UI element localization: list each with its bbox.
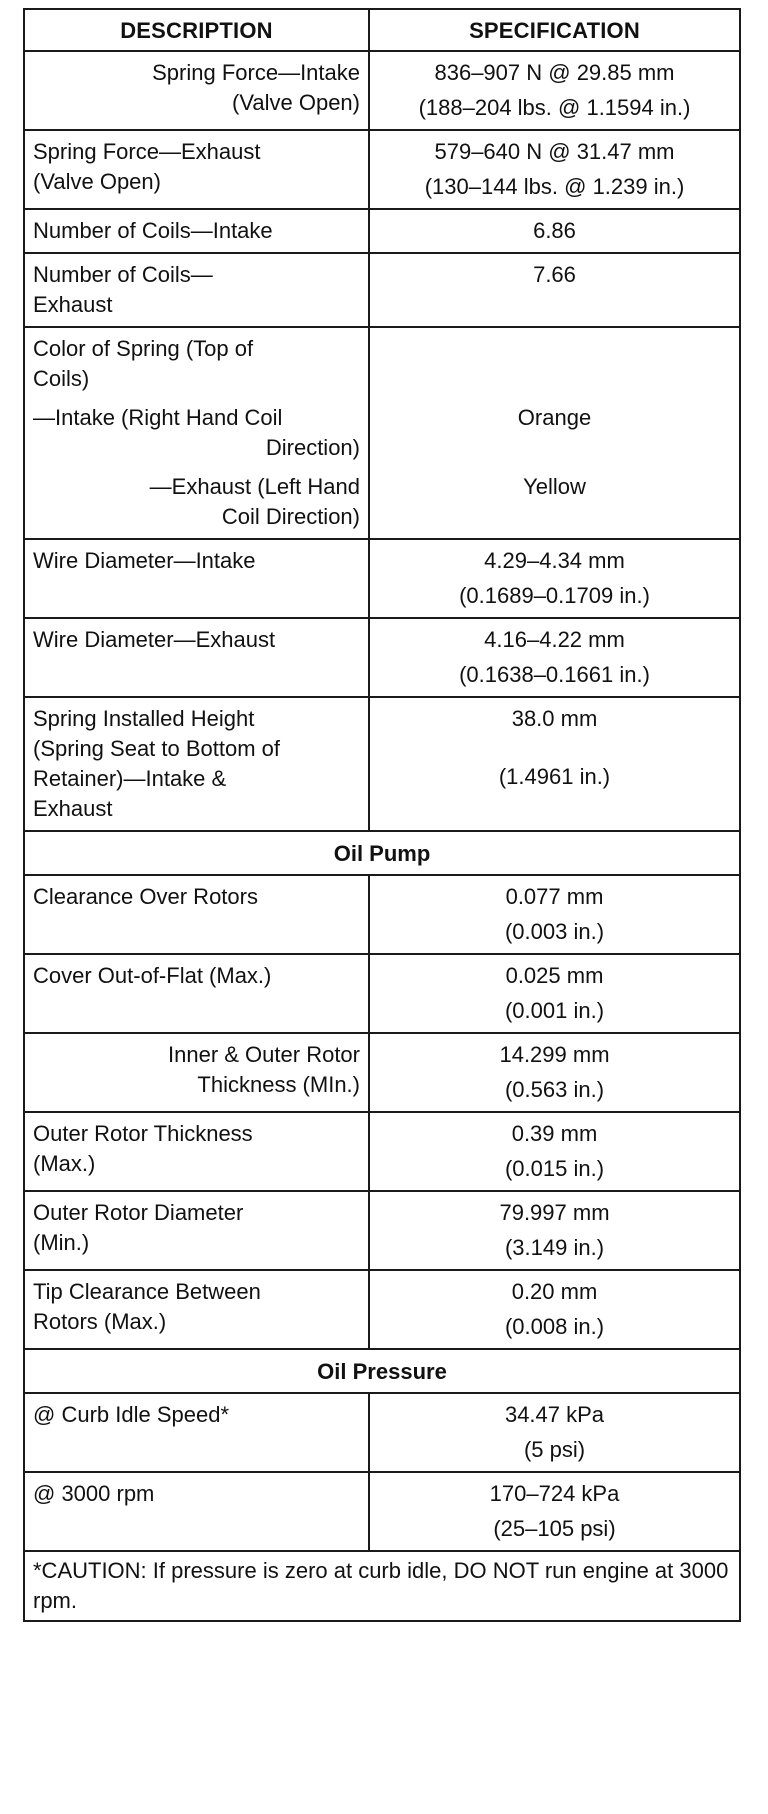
oil-pump-section-title: Oil Pump (24, 831, 740, 875)
table-row (24, 1393, 740, 1472)
specification-cell: 7.66 (369, 253, 740, 327)
description-text: Rotors (Max.) (33, 1309, 167, 1334)
description-cell (24, 130, 369, 209)
specification-table (23, 8, 741, 1622)
table-row (24, 1033, 740, 1112)
specification-cell (369, 327, 740, 539)
description-cell (24, 1270, 369, 1349)
description-text: Cover Out-of-Flat (Max.) (33, 963, 272, 988)
oil-pressure-rows (24, 1393, 740, 1551)
description-text: Exhaust (33, 796, 113, 821)
spec-imperial: (1.4961 in.) (498, 764, 611, 789)
spec-metric: 79.997 mm (499, 1200, 610, 1225)
spec-metric: 14.299 mm (499, 1042, 610, 1067)
description-cell: Wire Diameter—Intake (24, 539, 369, 618)
spec-imperial: (0.008 in.) (504, 1314, 605, 1339)
description-cell (24, 1472, 369, 1551)
spec-metric: 4.16–4.22 mm (484, 627, 625, 652)
specification-cell (369, 1112, 740, 1191)
spec-imperial: (0.015 in.) (504, 1156, 605, 1181)
table-row (24, 618, 740, 697)
table-row (24, 327, 740, 539)
spec-imperial: (0.001 in.) (504, 998, 605, 1023)
specification-cell (369, 875, 740, 954)
description-text: Spring Force—Exhaust (33, 139, 261, 164)
description-cell (24, 1033, 369, 1112)
description-text: @ Curb Idle Speed* (33, 1402, 230, 1427)
table-row (24, 253, 740, 327)
specification-cell (369, 1191, 740, 1270)
description-cell: Wire Diameter—Exhaust (24, 618, 369, 697)
description-text: Spring Installed Height (33, 706, 255, 731)
description-cell: Number of Coils—Intake (24, 209, 369, 253)
spec-metric: 0.077 mm (505, 884, 604, 909)
table-row (24, 1112, 740, 1191)
spec-imperial: (0.1689–0.1709 in.) (459, 583, 650, 608)
spec-metric: 0.39 mm (511, 1121, 598, 1146)
table-row (24, 51, 740, 130)
spec-metric: 38.0 mm (511, 706, 598, 731)
spec-metric: 836–907 N @ 29.85 mm (434, 60, 675, 85)
description-cell (24, 954, 369, 1033)
specification-cell (369, 697, 740, 831)
spec-metric: 579–640 N @ 31.47 mm (434, 139, 675, 164)
description-text: (Max.) (33, 1151, 96, 1176)
description-cell (24, 697, 369, 831)
specification-cell (369, 539, 740, 618)
description-text: Retainer)—Intake & (33, 766, 227, 791)
caution-footnote: *CAUTION: If pressure is zero at curb idle, DO NOT run engine at 3000 rpm. (24, 1551, 740, 1621)
spec-imperial: (0.1638–0.1661 in.) (459, 662, 650, 687)
spec-imperial: (5 psi) (523, 1437, 586, 1462)
description-text: @ 3000 rpm (33, 1481, 155, 1506)
description-text: (Min.) (33, 1230, 90, 1255)
spec-imperial: (0.563 in.) (504, 1077, 605, 1102)
table-row (24, 209, 740, 253)
description-text: Tip Clearance Between (33, 1279, 261, 1304)
description-text: —Intake (Right Hand Coil (33, 405, 283, 430)
specification-cell (369, 954, 740, 1033)
spec-imperial: (3.149 in.) (504, 1235, 605, 1260)
spring-color-intake-value: Orange (517, 405, 592, 430)
description-text: (Spring Seat to Bottom of (33, 736, 281, 761)
table-row (24, 1270, 740, 1349)
specification-cell: 6.86 (369, 209, 740, 253)
specification-column-header: SPECIFICATION (369, 9, 740, 51)
description-text: Thickness (MIn.) (197, 1072, 360, 1097)
description-text: (Valve Open) (33, 169, 161, 194)
description-text: Outer Rotor Thickness (33, 1121, 253, 1146)
spec-imperial: (25–105 psi) (493, 1516, 616, 1541)
description-text: Coil Direction) (221, 504, 360, 529)
description-text: Exhaust (33, 292, 113, 317)
table-row (24, 130, 740, 209)
description-text: Clearance Over Rotors (33, 884, 258, 909)
description-text: Color of Spring (Top of (33, 336, 254, 361)
spec-imperial: (130–144 lbs. @ 1.239 in.) (424, 174, 685, 199)
oil-pump-rows (24, 875, 740, 1349)
description-text: Number of Coils— (33, 262, 213, 287)
description-cell (24, 327, 369, 539)
description-cell (24, 1191, 369, 1270)
specification-cell (369, 51, 740, 130)
spec-metric: 34.47 kPa (504, 1402, 605, 1427)
description-cell (24, 1393, 369, 1472)
section-header-row (24, 831, 740, 875)
description-cell (24, 1112, 369, 1191)
specification-cell (369, 618, 740, 697)
table-header-row (24, 9, 740, 51)
table-row (24, 1472, 740, 1551)
description-text: Spring Force—Intake (152, 60, 360, 85)
footnote-row (24, 1551, 740, 1621)
specification-cell (369, 130, 740, 209)
oil-pressure-section-title: Oil Pressure (24, 1349, 740, 1393)
spec-imperial: (0.003 in.) (504, 919, 605, 944)
specification-cell (369, 1033, 740, 1112)
description-cell (24, 875, 369, 954)
table-row (24, 697, 740, 831)
spring-color-exhaust-value: Yellow (523, 474, 586, 499)
table-row (24, 1191, 740, 1270)
specification-cell (369, 1472, 740, 1551)
description-cell (24, 253, 369, 327)
table-row (24, 875, 740, 954)
specification-cell (369, 1270, 740, 1349)
description-text: Direction) (265, 435, 360, 460)
section-header-row (24, 1349, 740, 1393)
description-text: (Valve Open) (232, 90, 360, 115)
description-column-header: DESCRIPTION (24, 9, 369, 51)
spec-metric: 0.025 mm (505, 963, 604, 988)
description-cell (24, 51, 369, 130)
spec-metric: 4.29–4.34 mm (484, 548, 625, 573)
description-text: Outer Rotor Diameter (33, 1200, 244, 1225)
description-text: Coils) (33, 366, 90, 391)
spec-metric: 0.20 mm (511, 1279, 598, 1304)
spec-metric: 170–724 kPa (489, 1481, 620, 1506)
specification-cell (369, 1393, 740, 1472)
table-row (24, 954, 740, 1033)
description-text: —Exhaust (Left Hand (149, 474, 360, 499)
spec-imperial: (188–204 lbs. @ 1.1594 in.) (418, 95, 691, 120)
table-row (24, 539, 740, 618)
description-text: Inner & Outer Rotor (168, 1042, 360, 1067)
